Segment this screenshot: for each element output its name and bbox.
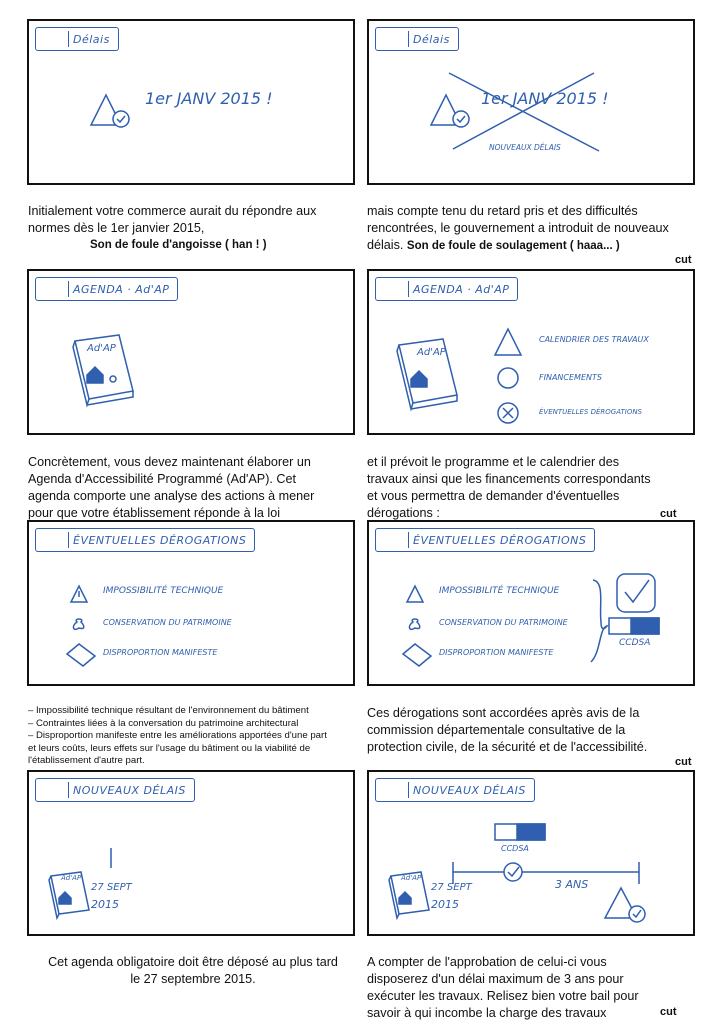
agenda-book-label: Ad'AP xyxy=(61,874,82,882)
technical-impossibility-label: IMPOSSIBILITÉ TECHNIQUE xyxy=(439,586,560,596)
check-badge-icon xyxy=(453,111,469,127)
agenda-book-label: Ad'AP xyxy=(401,874,422,882)
caption-8-line: disposerez d'un délai maximum de 3 ans pour xyxy=(367,972,624,986)
storyboard-panel-3 xyxy=(27,269,355,435)
caption-5-line: l'établissement d'autre part. xyxy=(28,755,145,767)
heritage-conservation-label: CONSERVATION DU PATRIMOINE xyxy=(103,618,232,627)
heritage-icon xyxy=(73,619,83,629)
storyboard-panel-1 xyxy=(27,19,355,185)
heritage-conservation-label: CONSERVATION DU PATRIMOINE xyxy=(439,618,568,627)
manifest-disproportion-label: DISPROPORTION MANIFESTE xyxy=(103,648,218,657)
house-icon xyxy=(59,892,71,904)
cut-marker: cut xyxy=(660,508,677,520)
house-icon xyxy=(411,371,427,387)
caption-7-line: le 27 septembre 2015. xyxy=(130,972,256,986)
agenda-book-label: Ad'AP xyxy=(417,347,446,358)
ccdsa-label: CCDSA xyxy=(619,638,651,648)
works-calendar-label: CALENDRIER DES TRAVAUX xyxy=(539,335,649,344)
caption-2-line: mais compte tenu du retard pris et des difficultés xyxy=(367,204,638,218)
caption-8-line: savoir à qui incombe la charge des travaux xyxy=(367,1006,607,1020)
scale-icon xyxy=(67,644,95,666)
panel-tag-label: NOUVEAUX DÉLAIS xyxy=(413,783,526,797)
caption-6-line: protection civile, de la sécurité et de l'accessibilité. xyxy=(367,740,648,754)
cross-out-mark xyxy=(449,73,599,151)
caption-5-line: et leurs coûts, leurs effets sur l'usage du bâtiment ou la viabilité de xyxy=(28,742,311,754)
three-years-label: 3 ANS xyxy=(555,878,589,891)
wheelchair-icon xyxy=(110,376,116,382)
house-icon xyxy=(87,367,103,383)
agenda-book-label: Ad'AP xyxy=(87,343,116,354)
caption-3-line: Agenda d'Accessibilité Programmé (Ad'AP). Cet xyxy=(28,472,296,486)
caption-7 xyxy=(28,954,358,988)
caption-5-line: – Impossibilité technique résultant de l'environnement du bâtiment xyxy=(28,705,309,716)
caption-3-line: agenda comporte une analyse des actions à mener xyxy=(28,489,315,503)
panel-7-drawing xyxy=(29,772,353,934)
crossed-deadline-date: 1er JANV 2015 ! xyxy=(481,89,609,108)
caption-4 xyxy=(367,454,697,522)
bracket-mark xyxy=(591,580,607,662)
panel-tag-label: ÉVENTUELLES DÉROGATIONS xyxy=(413,533,587,547)
caption-1 xyxy=(28,203,358,254)
new-deadlines-note: NOUVEAUX DÉLAIS xyxy=(489,143,561,152)
caption-4-line: et vous permettra de demander d'éventuelles xyxy=(367,489,620,503)
check-box-icon xyxy=(617,574,655,612)
caption-7-line: Cet agenda obligatoire doit être déposé au plus tard xyxy=(48,955,338,969)
caption-5-line: – Disproportion manifeste entre les améliorations apportées d'une part xyxy=(28,730,327,742)
euro-icon xyxy=(498,368,518,388)
panel-tag-label: NOUVEAUX DÉLAIS xyxy=(73,783,186,797)
caption-1-line: Initialement votre commerce aurait du répondre aux xyxy=(28,204,317,218)
caption-8-line: A compter de l'approbation de celui-ci vous xyxy=(367,955,607,969)
storyboard-panel-5 xyxy=(27,520,355,686)
manifest-disproportion-label: DISPROPORTION MANIFESTE xyxy=(439,648,554,657)
caption-4-line: et il prévoit le programme et le calendrier des xyxy=(367,455,619,469)
ccdsa-label: CCDSA xyxy=(501,844,529,853)
caption-8-line: exécuter les travaux. Relisez bien votre bail pour xyxy=(367,989,639,1003)
caption-5 xyxy=(28,705,358,768)
deadline-date: 1er JANV 2015 ! xyxy=(145,89,273,108)
caption-2 xyxy=(367,203,697,255)
panel-5-drawing xyxy=(29,522,353,684)
roadwork-sign-icon xyxy=(495,329,521,355)
caption-4-line: dérogations : xyxy=(367,506,440,520)
heritage-icon xyxy=(409,619,419,629)
storyboard-panel-4 xyxy=(367,269,695,435)
panel-6-drawing xyxy=(369,522,693,684)
caption-2-line: rencontrées, le gouvernement a introduit de nouveaux xyxy=(367,221,669,235)
caption-3 xyxy=(28,454,358,520)
panel-tag-label: AGENDA · Ad'AP xyxy=(73,282,170,296)
panel-8-drawing xyxy=(369,772,693,934)
deposit-date-day: 27 SEPT xyxy=(431,882,472,893)
deposit-date-year: 2015 xyxy=(431,898,459,911)
storyboard-panel-6 xyxy=(367,520,695,686)
sound-effect-note: Son de foule de soulagement ( haaa... ) xyxy=(406,240,620,252)
warning-icon xyxy=(407,586,423,602)
sound-effect-note: Son de foule d'angoisse ( han ! ) xyxy=(90,239,267,251)
caption-1-line: normes dès le 1er janvier 2015, xyxy=(28,221,205,235)
storyboard-panel-7 xyxy=(27,770,355,936)
funding-label: FINANCEMENTS xyxy=(539,373,602,382)
caption-8 xyxy=(367,954,697,1022)
panel-tag-label: ÉVENTUELLES DÉROGATIONS xyxy=(73,533,247,547)
caption-6 xyxy=(367,705,697,756)
caption-4-line: travaux ainsi que les financements correspondants xyxy=(367,472,651,486)
cut-marker: cut xyxy=(675,756,692,768)
scale-icon xyxy=(403,644,431,666)
storyboard-panel-8 xyxy=(367,770,695,936)
technical-impossibility-label: IMPOSSIBILITÉ TECHNIQUE xyxy=(103,586,224,596)
deposit-date-day: 27 SEPT xyxy=(91,882,132,893)
panel-tag-label: AGENDA · Ad'AP xyxy=(413,282,510,296)
deposit-date-year: 2015 xyxy=(91,898,119,911)
storyboard-panel-2 xyxy=(367,19,695,185)
panel-tag-label: Délais xyxy=(413,32,450,46)
caption-3-line: Concrètement, vous devez maintenant élaborer un xyxy=(28,455,311,469)
caption-3-line: pour que votre établissement réponde à la loi xyxy=(28,506,281,520)
check-badge-icon xyxy=(504,863,522,881)
panel-tag-label: Délais xyxy=(73,32,110,46)
house-icon xyxy=(399,892,411,904)
cut-marker: cut xyxy=(675,254,692,266)
caption-2-line: délais. xyxy=(367,238,407,252)
derogations-label: ÉVENTUELLES DÉROGATIONS xyxy=(539,408,643,416)
caption-6-line: commission départementale consultative de la xyxy=(367,723,626,737)
panel-3-drawing xyxy=(29,271,353,433)
cut-marker: cut xyxy=(660,1006,677,1018)
check-badge-icon xyxy=(113,111,129,127)
caption-5-line: – Contraintes liées à la conversation du patrimoine architectural xyxy=(28,717,299,729)
caption-6-line: Ces dérogations sont accordées après avis de la xyxy=(367,706,640,720)
